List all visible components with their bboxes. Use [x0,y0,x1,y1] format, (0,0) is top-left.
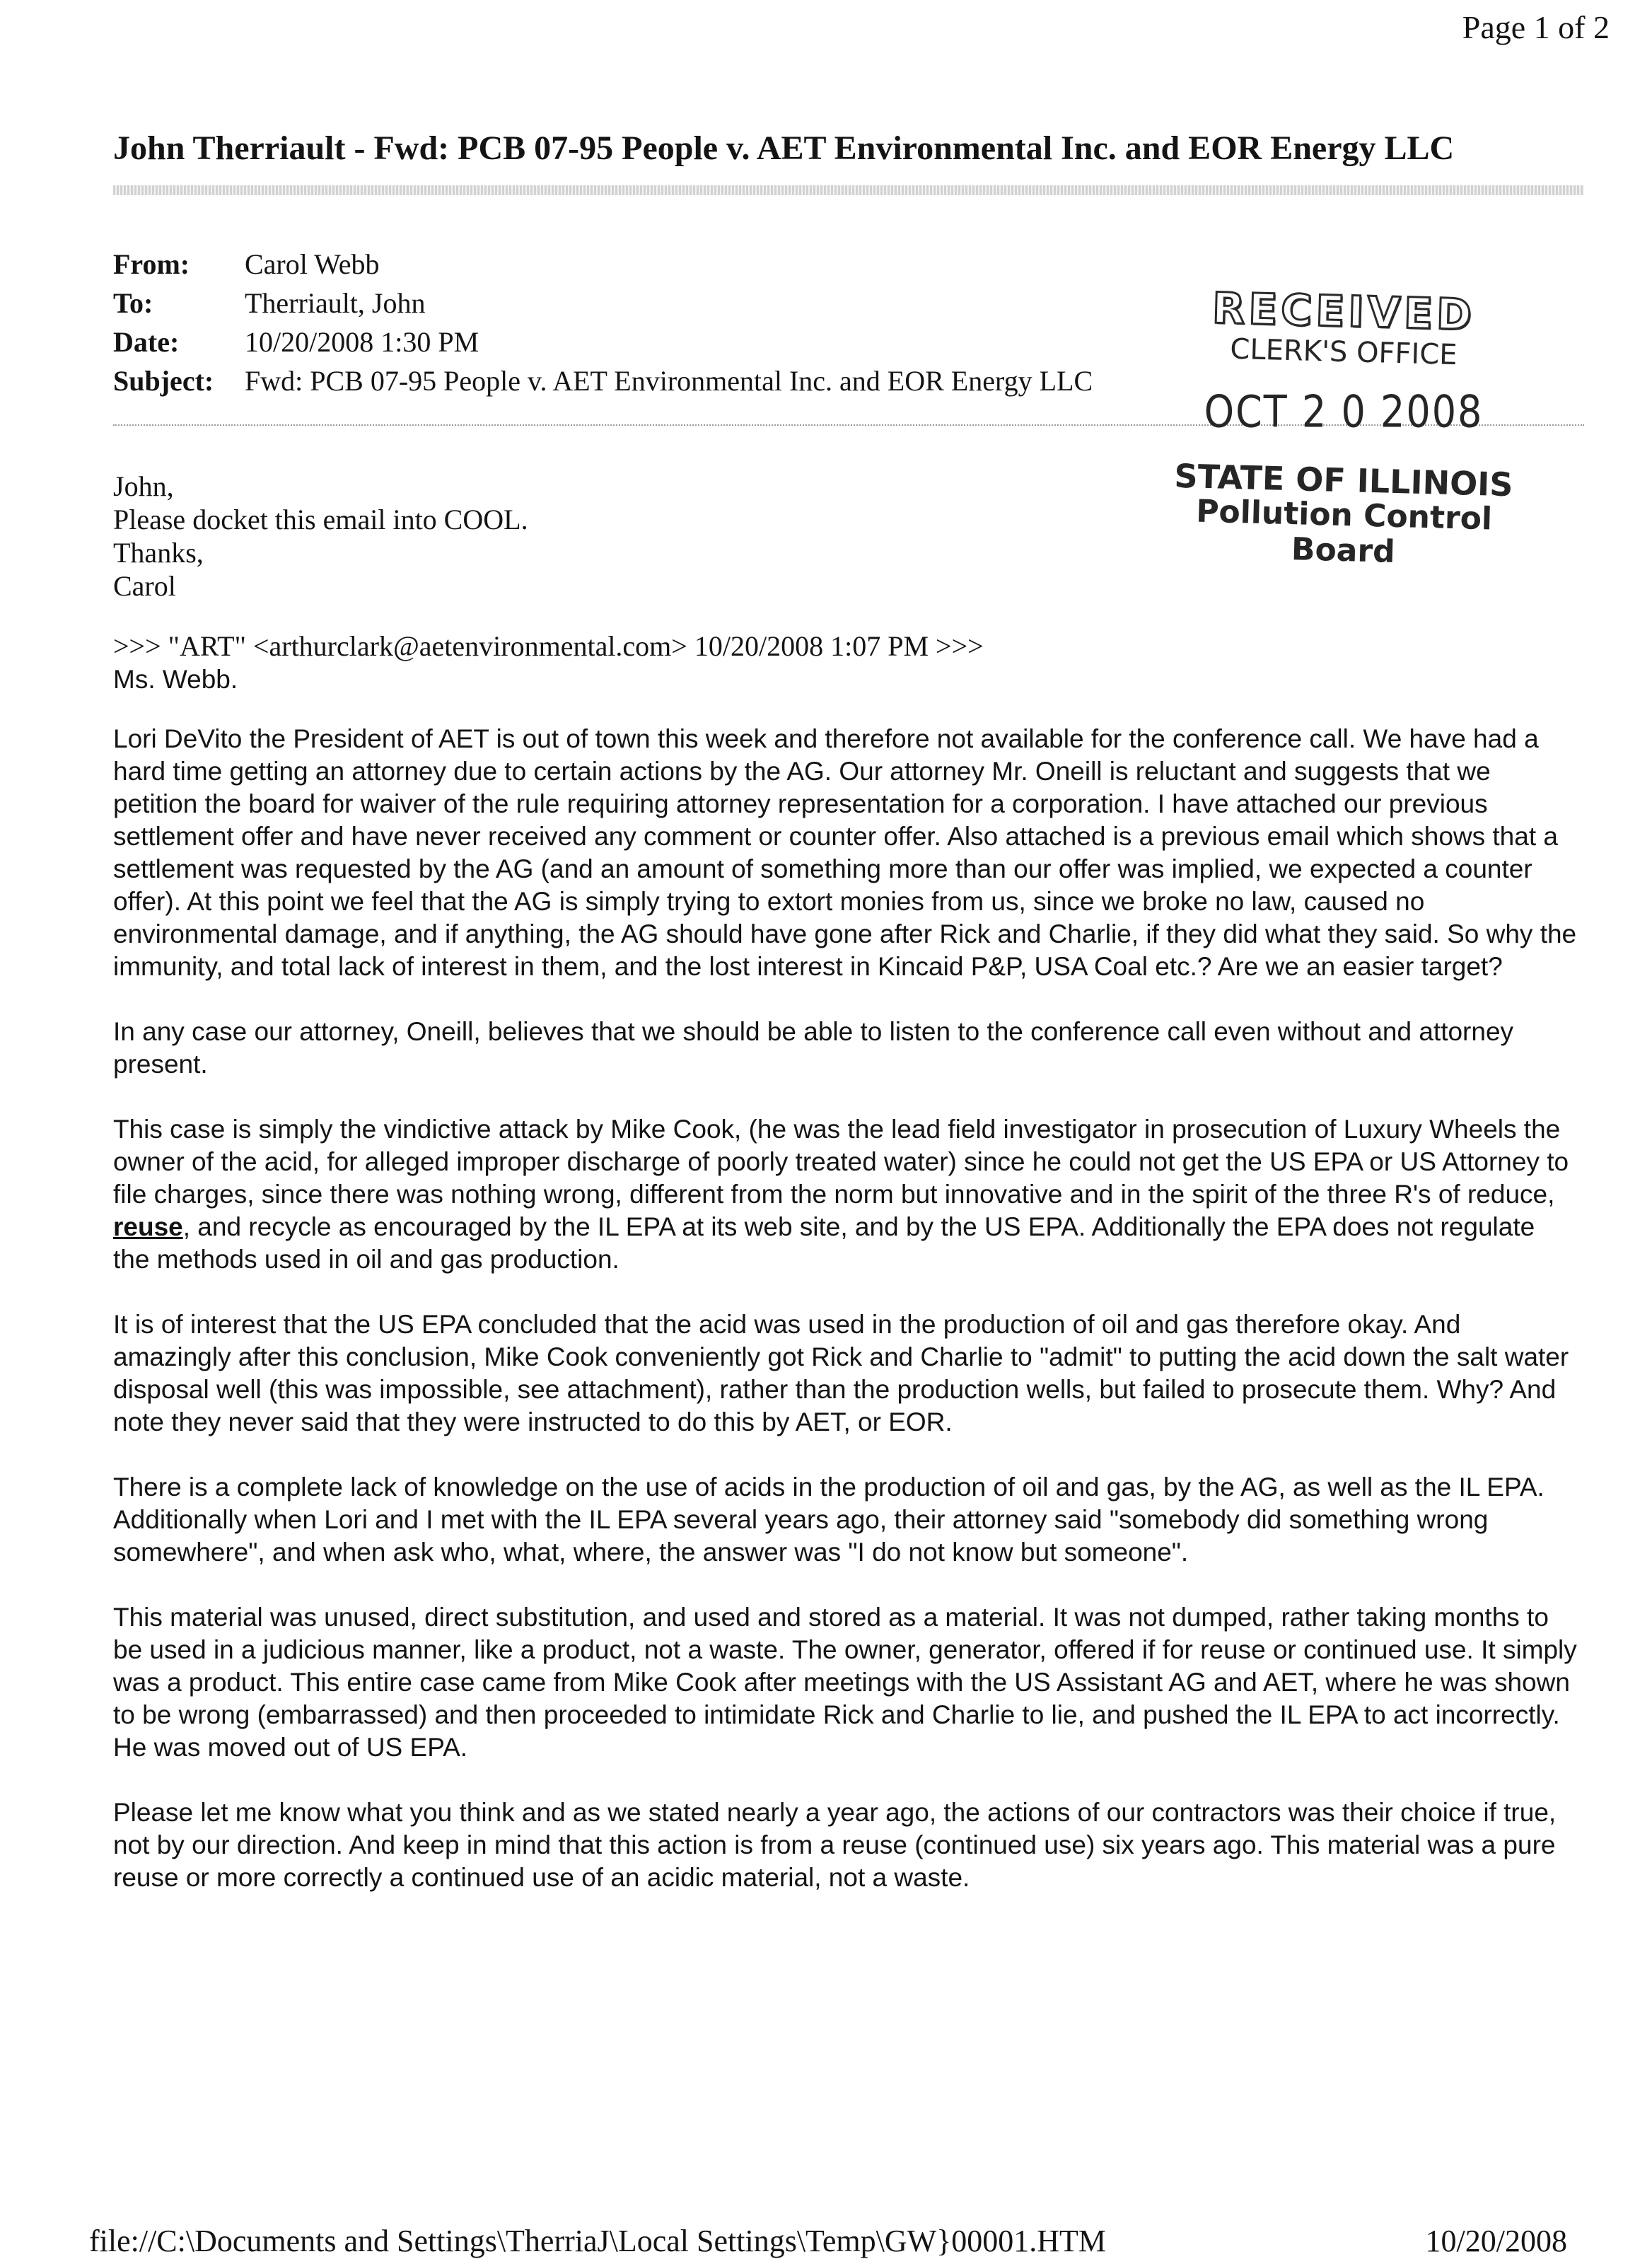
footer-date: 10/20/2008 [1425,2224,1567,2258]
stamp-date: OCT 2 0 2008 [1204,386,1484,438]
subject-row [113,361,1093,400]
from-value: Carol Webb [245,248,380,280]
salutation: John, [113,470,174,502]
to-value: Therriault, John [245,287,426,319]
date-value: 10/20/2008 1:30 PM [245,326,479,358]
date-label: Date: [113,326,180,358]
greeting [113,470,528,603]
body-paragraph: Please let me know what you think and as we stated nearly a year ago, the actions of our contractors was their choice if true, not by our direction. And keep in mind that this action is from a reuse (continued use) six years ago. This material was a pure reuse or more correctly a continued use of an acidic material, not a waste. [113,1798,1557,1892]
date-row [113,323,1093,361]
body-paragraph: It is of interest that the US EPA concluded that the acid was used in the production of oil and gas therefore okay. And amazingly after this conclusion, Mike Cook conveniently got Rick and Charlie to "admit" to putting the acid down the salt water disposal well (this was impossible, see attachment), rather than the production wells, but failed to prosecute them. Why? And note they never said that they were instructed to do this by AET, or EOR. [113,1310,1569,1436]
emphasized-word: reuse [113,1212,183,1241]
body-paragraph [113,1113,1577,1276]
document-title: John Therriault - Fwd: PCB 07-95 People v. AET Environmental Inc. and EOR Energy LLC [113,129,1455,167]
body-paragraph: This material was unused, direct substitution, and used and stored as a material. It was not dumped, rather taking months to be used in a judicious manner, like a product, not a waste. The owner, generator, offered if for reuse or continued use. It simply was a product. This entire case came from Mike Cook after meetings with the US Assistant AG and AET, where he was shown to be wrong (embarrassed) and then proceeded to intimidate Rick and Charlie to lie, and pushed the IL EPA to act incorrectly. He was moved out of US EPA. [113,1603,1577,1762]
body-text: This case is simply the vindictive attack by Mike Cook, (he was the lead field investigator in prosecution of Luxury Wheels the owner of the acid, for alleged improper discharge of poorly treated water) since he could not get the US EPA or US Attorney to file charges, since there was nothing wrong, different from the norm but innovative and in the spirit of the three R's of reduce, [113,1115,1569,1209]
body-paragraph: There is a complete lack of knowledge on the use of acids in the production of oil and gas, by the AG, as well as the IL EPA. Additionally when Lori and I met with the IL EPA several years ago, their attorney said "somebody did something wrong somewhere", and when ask who, what, where, the answer was "I do not know but someone". [113,1473,1545,1567]
subject-label: Subject: [113,365,214,397]
title-divider [113,185,1584,195]
forwarded-addressee: Ms. Webb. [113,665,238,694]
to-label: To: [113,287,153,319]
message-body [113,723,1577,1927]
stamp-received: RECEIVED [1211,284,1476,340]
forwarded-header: >>> "ART" <arthurclark@aetenvironmental.com> 10/20/2008 1:07 PM >>> [113,630,984,662]
to-row [113,284,1093,323]
from-label: From: [113,248,190,280]
body-paragraph: In any case our attorney, Oneill, believes that we should be able to listen to the conference call even without and attorney present. [113,1017,1514,1079]
footer-file-path: file://C:\Documents and Settings\TherriaJ\Local Settings\Temp\GW}00001.HTM [89,2224,1107,2258]
body-text: , and recycle as encouraged by the IL EPA at its web site, and by the US EPA. Additionally the EPA does not regulate the methods used in oil and gas production. [113,1212,1535,1274]
subject-value: Fwd: PCB 07-95 People v. AET Environmental Inc. and EOR Energy LLC [245,365,1093,397]
received-stamp [1146,284,1542,570]
email-header [113,245,1093,400]
body-paragraph: Lori DeVito the President of AET is out of town this week and therefore not available for the conference call. We have had a hard time getting an attorney due to certain actions by the AG. Our attorney Mr. Oneill is reluctant and suggests that we petition the board for waiver of the rule requiring attorney representation for a corporation. I have attached our previous settlement offer and have never received any comment or counter offer. Also attached is a previous email which shows that a settlement was requested by the AG (and an amount of something more than our offer was implied, we expected a counter offer). At this point we feel that the AG is simply trying to extort monies from us, since we broke no law, caused no environmental damage, and if anything, the AG should have gone after Rick and Charlie, if they did what they said. So why the immunity, and total lack of interest in them, and the lost interest in Kincaid P&P, USA Coal etc.? Are we an easier target? [113,724,1577,981]
greeting-line: Please docket this email into COOL. [113,504,528,535]
stamp-clerks-office: CLERK'S OFFICE [1229,332,1458,372]
from-row [113,245,1093,284]
stamp-state: STATE OF ILLINOIS [1173,456,1514,504]
stamp-board: Pollution Control Board [1195,493,1493,570]
greeting-thanks: Thanks, [113,537,204,569]
page-number: Page 1 of 2 [1462,9,1610,45]
greeting-signoff: Carol [113,570,176,602]
